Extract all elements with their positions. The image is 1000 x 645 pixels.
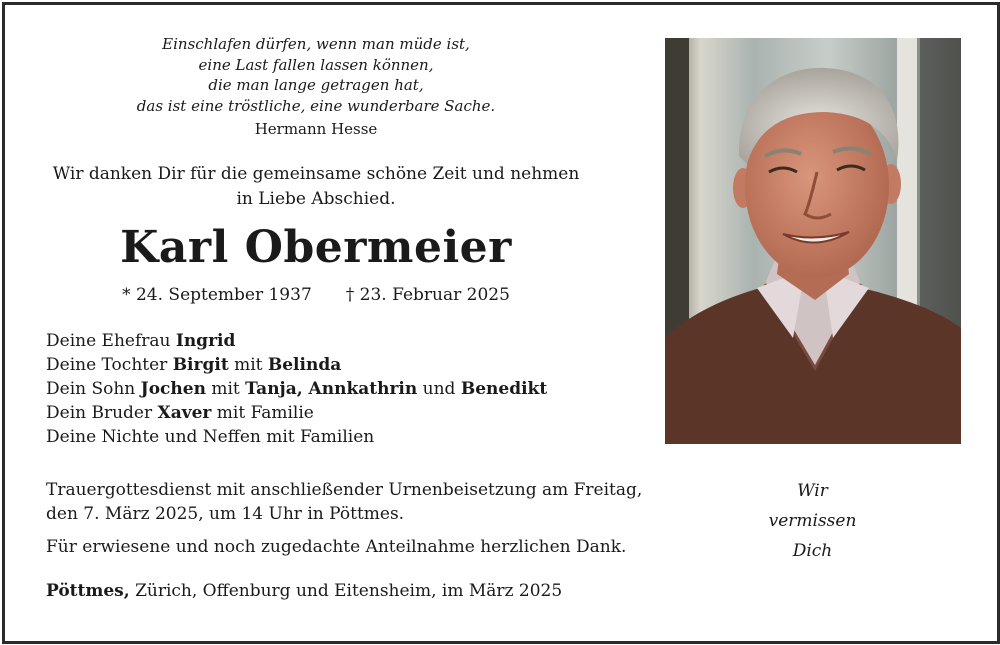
- relative-name: Ingrid: [175, 331, 236, 351]
- miss-line: Dich: [792, 541, 833, 561]
- hometown: Pöttmes,: [46, 581, 130, 601]
- family-row: [46, 401, 547, 425]
- deceased-name: Karl Obermeier: [120, 222, 512, 273]
- miss-line: vermissen: [768, 511, 857, 531]
- relative-name: Birgit: [172, 355, 229, 375]
- poem-author: Hermann Hesse: [254, 120, 378, 138]
- service-line-1: Trauergottesdienst mit anschließender Urnenbeisetzung am Freitag,: [46, 480, 643, 500]
- thanks-text: [40, 162, 592, 212]
- relation-text: mit: [228, 355, 268, 375]
- family-row: Deine Nichte und Neffen mit Familien: [46, 427, 375, 447]
- poem-line: das ist eine tröstliche, eine wunderbare Sache.: [136, 96, 496, 115]
- relation-text: Deine Tochter: [46, 355, 173, 375]
- place-date-line: [46, 581, 562, 601]
- service-line-2: den 7. März 2025, um 14 Uhr in Pöttmes.: [46, 504, 405, 524]
- thanks-line-2: in Liebe Abschied.: [236, 189, 396, 209]
- relation-text: Deine Ehefrau: [46, 331, 176, 351]
- poem-line: Einschlafen dürfen, wenn man müde ist,: [162, 35, 470, 53]
- family-row: [46, 377, 547, 401]
- service-info: [46, 478, 642, 526]
- thanks-line-1: Wir danken Dir für die gemeinsame schöne Zeit und nehmen: [52, 164, 580, 184]
- family-row: [46, 353, 547, 377]
- poem-line: die man lange getragen hat,: [208, 76, 424, 94]
- relation-text: und: [417, 379, 461, 399]
- miss-line: Wir: [797, 481, 828, 501]
- place-rest: Zürich, Offenburg und Eitensheim, im März 2025: [129, 581, 563, 601]
- relation-text: mit Familie: [211, 403, 314, 423]
- family-list: [46, 329, 547, 449]
- portrait-photo: [665, 38, 961, 444]
- relation-text: Dein Sohn: [46, 379, 141, 399]
- family-row: [46, 329, 547, 353]
- relative-name: Benedikt: [460, 379, 548, 399]
- birth-date: * 24. September 1937: [122, 285, 312, 305]
- life-dates: [40, 285, 592, 305]
- relative-name: Xaver: [157, 403, 212, 423]
- relative-name: Tanja, Annkathrin: [245, 379, 418, 399]
- death-date: † 23. Februar 2025: [345, 285, 510, 305]
- poem: [40, 34, 592, 116]
- miss-you-text: [740, 476, 885, 566]
- relative-name: Jochen: [140, 379, 206, 399]
- relation-text: mit: [205, 379, 246, 399]
- relation-text: Dein Bruder: [46, 403, 158, 423]
- poem-line: eine Last fallen lassen können,: [198, 55, 434, 74]
- relative-name: Belinda: [267, 355, 342, 375]
- thanks-condolences: Für erwiesene und noch zugedachte Anteilnahme herzlichen Dank.: [46, 537, 627, 557]
